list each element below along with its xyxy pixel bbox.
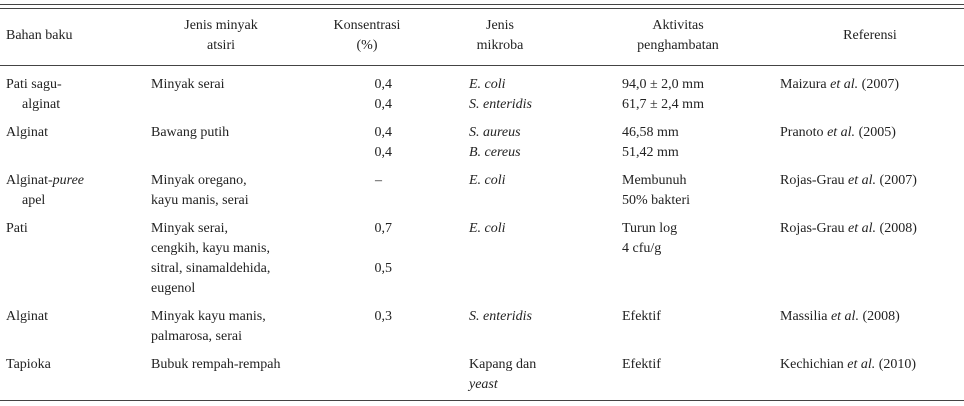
bahan-part-italic: puree [52, 173, 85, 188]
jenis-minyak-cell: Minyak serai [151, 77, 225, 92]
konsentrasi-cell: 0,4 [374, 145, 392, 160]
jenis-minyak-cell: Bubuk rempah-rempah [151, 357, 281, 372]
ref-author: Massilia [780, 309, 828, 324]
ref-author: Pranoto [780, 125, 824, 140]
referensi-cell [780, 219, 917, 239]
bahan-baku-cell: Tapioka [6, 357, 51, 372]
header-bahan-baku: Bahan baku [6, 28, 73, 43]
table-bottom-rule [0, 400, 964, 401]
aktivitas-cell: 4 cfu/g [622, 241, 662, 256]
jenis-minyak-cell: cengkih, kayu manis, [151, 241, 270, 256]
header-jenis-minyak: Jenis minyak atsiri [184, 18, 258, 53]
table-top-rule-2 [0, 8, 964, 9]
aktivitas-cell: 51,42 mm [622, 145, 679, 160]
mikroba-cell: E. coli [469, 221, 506, 236]
header-jenis-mikroba: Jenis mikroba [476, 18, 524, 53]
ref-etal: et al. [827, 125, 856, 140]
aktivitas-cell: Turun log [622, 221, 678, 236]
ref-author: Rojas-Grau [780, 221, 845, 236]
jenis-minyak-cell: kayu manis, serai [151, 193, 249, 208]
ref-etal: et al. [847, 357, 876, 372]
jenis-minyak-cell: Minyak oregano, [151, 173, 247, 188]
jenis-minyak-cell: palmarosa, serai [151, 329, 242, 344]
referensi-cell [780, 171, 917, 191]
jenis-minyak-cell: Minyak serai, [151, 221, 228, 236]
konsentrasi-cell: 0,4 [374, 77, 392, 92]
header-aktivitas: Aktivitas penghambatan [637, 18, 719, 53]
mikroba-cell: B. cereus [469, 145, 521, 160]
konsentrasi-cell: 0,5 [374, 261, 392, 276]
konsentrasi-cell: 0,3 [374, 309, 392, 324]
bahan-baku-cell: Pati [6, 221, 28, 236]
header-referensi: Referensi [843, 28, 897, 43]
referensi-cell [780, 307, 900, 327]
aktivitas-cell: Membunuh [622, 173, 687, 188]
ref-year: (2007) [879, 173, 917, 188]
bahan-baku-cell: Pati sagu- [6, 77, 62, 92]
ref-etal: et al. [830, 309, 859, 324]
bahan-baku-cell-cont: apel [22, 193, 46, 208]
aktivitas-cell: 50% bakteri [622, 193, 691, 208]
referensi-cell [780, 123, 896, 143]
ref-year: (2010) [878, 357, 917, 372]
referensi-cell [780, 75, 899, 95]
mikroba-cell: E. coli [469, 173, 506, 188]
aktivitas-cell: 61,7 ± 2,4 mm [622, 97, 704, 112]
table-top-rule-1 [0, 4, 964, 5]
jenis-minyak-cell: Minyak kayu manis, [151, 309, 266, 324]
header-konsentrasi: Konsentrasi (%) [333, 18, 401, 53]
konsentrasi-cell: 0,7 [374, 221, 392, 236]
ref-year: (2008) [879, 221, 917, 236]
jenis-minyak-cell: eugenol [151, 281, 196, 296]
bahan-baku-cell-cont: alginat [22, 97, 61, 112]
konsentrasi-cell: 0,4 [374, 125, 392, 140]
bahan-part: Alginat- [6, 173, 53, 188]
ref-etal: et al. [848, 173, 877, 188]
mikroba-cell: E. coli [469, 77, 506, 92]
aktivitas-cell: 46,58 mm [622, 125, 679, 140]
header-bottom-rule [0, 65, 964, 66]
mikroba-cell: S. aureus [469, 125, 521, 140]
bahan-baku-cell: Alginat [6, 309, 48, 324]
ref-year: (2008) [862, 309, 900, 324]
referensi-cell [780, 355, 916, 375]
aktivitas-cell: Efektif [622, 357, 661, 372]
ref-etal: et al. [848, 221, 877, 236]
jenis-minyak-cell: sitral, sinamaldehida, [151, 261, 271, 276]
bahan-baku-cell [6, 171, 84, 191]
aktivitas-cell: Efektif [622, 309, 661, 324]
ref-year: (2005) [858, 125, 896, 140]
ref-year: (2007) [861, 77, 899, 92]
mikroba-cell: S. enteridis [469, 97, 532, 112]
mikroba-cell: yeast [469, 377, 498, 392]
mikroba-cell: Kapang dan [469, 357, 537, 372]
ref-author: Rojas-Grau [780, 173, 845, 188]
aktivitas-cell: 94,0 ± 2,0 mm [622, 77, 704, 92]
ref-author: Maizura [780, 77, 827, 92]
ref-author: Kechichian [780, 357, 844, 372]
konsentrasi-cell: 0,4 [374, 97, 392, 112]
bahan-baku-cell: Alginat [6, 125, 48, 140]
ref-etal: et al. [830, 77, 859, 92]
jenis-minyak-cell: Bawang putih [151, 125, 230, 140]
konsentrasi-cell: – [375, 173, 382, 188]
mikroba-cell: S. enteridis [469, 309, 532, 324]
